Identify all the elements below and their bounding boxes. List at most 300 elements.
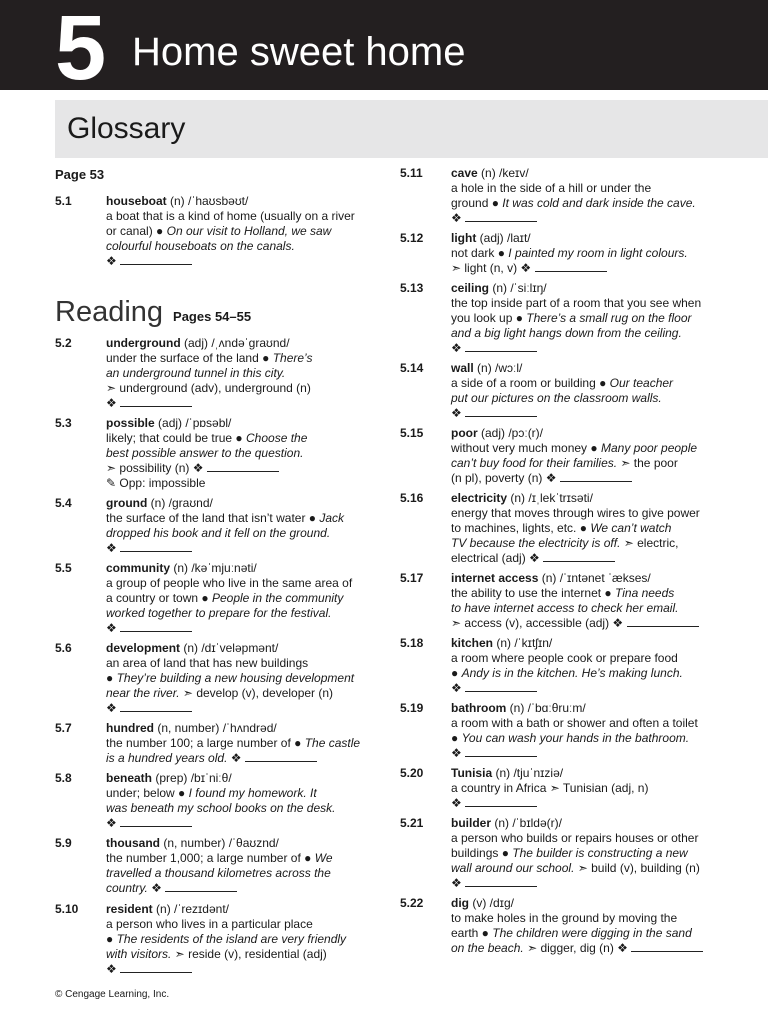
unit-header	[0, 0, 768, 99]
entry-text: (n) /dɪˈveləpmənt/	[180, 641, 279, 655]
entry-line	[106, 881, 381, 896]
entry-line	[106, 396, 381, 411]
translation-blank	[631, 941, 703, 952]
entry-line	[106, 511, 381, 526]
headword: houseboat	[106, 194, 167, 208]
entry-text: (adj) /ˌʌndəˈɡraʊnd/	[180, 336, 290, 350]
entry-body	[451, 361, 726, 421]
entry-text: buildings ●	[451, 846, 513, 860]
reading-title: Reading	[55, 296, 164, 328]
translation-blank	[120, 621, 192, 632]
translation-blank	[120, 254, 192, 265]
entry-line	[106, 351, 381, 366]
example-sentence: They’re building a new housing development	[116, 671, 355, 685]
entry-line	[106, 932, 381, 947]
entry-number: 5.5	[55, 561, 72, 575]
translation-blank	[465, 406, 537, 417]
entry-number: 5.13	[400, 281, 424, 295]
translation-blank	[120, 541, 192, 552]
entry-text: (prep) /bɪˈniːθ/	[152, 771, 232, 785]
entry-line	[106, 476, 381, 491]
entry-line	[106, 902, 381, 917]
entry-body	[106, 771, 381, 831]
entry-line	[451, 746, 726, 761]
entry-text: ❖	[106, 701, 121, 715]
entry-text: ➣ develop (v), developer (n)	[179, 686, 334, 700]
entry-text: ●	[106, 932, 117, 946]
entry-text: a boat that is a kind of home (usually on a river	[106, 209, 355, 223]
entry-line	[451, 666, 726, 681]
entry-line	[106, 947, 381, 962]
entry-text: without very much money ●	[451, 441, 601, 455]
copyright-footer: © Cengage Learning, Inc.	[55, 989, 170, 1000]
entry-text: (n) /ˈbɑːθruːm/	[506, 701, 586, 715]
entry-line	[106, 431, 381, 446]
entry-text: (n) /ˈhaʊsbəʊt/	[166, 194, 249, 208]
entry-line	[451, 716, 726, 731]
entry-body	[451, 166, 726, 226]
entry-number: 5.14	[400, 361, 424, 375]
entry-line	[106, 917, 381, 932]
entry-text: (n) /ˈɪntənet ˈækses/	[538, 571, 651, 585]
entry-line	[106, 621, 381, 636]
headword: development	[106, 641, 181, 655]
entry-text: the ability to use the internet ●	[451, 586, 616, 600]
entry-text: not dark ●	[451, 246, 509, 260]
example-sentence: can’t buy food for their families.	[451, 456, 618, 470]
entry-text: under the surface of the land ●	[106, 351, 273, 365]
headword: electricity	[451, 491, 508, 505]
example-sentence: travelled a thousand kilometres across the	[106, 866, 331, 880]
entry-body	[451, 896, 726, 956]
entry-body	[451, 571, 726, 631]
entry-body	[106, 641, 381, 716]
headword: thousand	[106, 836, 160, 850]
translation-blank	[465, 211, 537, 222]
entry-text: (adj) /laɪt/	[476, 231, 531, 245]
entry-text: ➣ reside (v), residential (adj)	[171, 947, 327, 961]
entry-body	[451, 701, 726, 761]
headword: community	[106, 561, 171, 575]
entry-line	[106, 336, 381, 351]
entry-line	[106, 671, 381, 686]
entry-number: 5.4	[55, 496, 72, 510]
entry-text: electrical (adj) ❖	[451, 551, 544, 565]
entry-text: an area of land that has new buildings	[106, 656, 309, 670]
entry-line	[451, 846, 726, 861]
entry-line	[451, 571, 726, 586]
translation-blank	[245, 751, 317, 762]
entry-line	[106, 866, 381, 881]
example-sentence: There’s	[272, 351, 313, 365]
entry-number: 5.18	[400, 636, 424, 650]
entry-line	[451, 296, 726, 311]
example-sentence: The castle	[304, 736, 361, 750]
entry-line	[451, 361, 726, 376]
entry-line	[451, 211, 726, 226]
entry-line	[451, 766, 726, 781]
headword: beneath	[106, 771, 153, 785]
entry-line	[451, 456, 726, 471]
entry-text: a room with a bath or shower and often a toilet	[451, 716, 698, 730]
example-sentence: on the beach.	[451, 941, 524, 955]
entry-line	[106, 606, 381, 621]
entry-line	[106, 541, 381, 556]
entry-number: 5.6	[55, 641, 72, 655]
entry-text: ❖	[106, 621, 121, 635]
entry-body	[451, 231, 726, 276]
translation-blank	[465, 746, 537, 757]
entry-text: a side of a room or building ●	[451, 376, 610, 390]
example-sentence: You can wash your hands in the bathroom.	[461, 731, 690, 745]
translation-blank	[535, 261, 607, 272]
headword: possible	[106, 416, 155, 430]
reading-pages: Pages 54–55	[173, 309, 252, 324]
entry-line	[451, 926, 726, 941]
entry-line	[106, 576, 381, 591]
entry-text: to make holes in the ground by moving the	[451, 911, 678, 925]
entry-body	[106, 194, 381, 269]
headword: light	[451, 231, 477, 245]
example-sentence: to have internet access to check her email.	[451, 601, 679, 615]
entry-text: energy that moves through wires to give power	[451, 506, 700, 520]
entry-number: 5.19	[400, 701, 424, 715]
entry-number: 5.7	[55, 721, 72, 735]
unit-number: 5	[55, 0, 107, 99]
entry-body	[451, 766, 726, 811]
entry-body	[106, 836, 381, 896]
entry-line	[451, 506, 726, 521]
entry-line	[451, 406, 726, 421]
entry-number: 5.1	[55, 194, 72, 208]
entry-text: ➣ electric,	[620, 536, 679, 550]
entry-text: under; below ●	[106, 786, 189, 800]
unit-title: Home sweet home	[132, 30, 466, 74]
entry-body	[106, 496, 381, 556]
entry-line	[451, 731, 726, 746]
example-sentence: country.	[106, 881, 148, 895]
entry-line	[106, 461, 381, 476]
translation-blank	[543, 551, 615, 562]
translation-blank	[627, 616, 699, 627]
entry-line	[106, 656, 381, 671]
entry-text: ❖	[227, 751, 245, 765]
glossary-banner	[55, 100, 768, 158]
entry-line	[451, 651, 726, 666]
example-sentence: The children were digging in the sand	[492, 926, 692, 940]
entry-line	[106, 526, 381, 541]
example-sentence: It was cold and dark inside the cave.	[502, 196, 696, 210]
example-sentence: wall around our school.	[451, 861, 575, 875]
entry-text: ❖	[451, 681, 466, 695]
entry-text: the number 1,000; a large number of ●	[106, 851, 315, 865]
entry-line	[451, 636, 726, 651]
entry-line	[451, 491, 726, 506]
entry-text: ➣ possibility (n) ❖	[106, 461, 207, 475]
entry-body	[451, 281, 726, 356]
entry-line	[451, 681, 726, 696]
translation-blank	[465, 876, 537, 887]
entry-line	[451, 831, 726, 846]
entry-text: (n) /ˈrezɪdənt/	[152, 902, 229, 916]
example-sentence: was beneath my school books on the desk.	[106, 801, 336, 815]
entry-line	[106, 801, 381, 816]
headword: wall	[451, 361, 474, 375]
headword: cave	[451, 166, 478, 180]
entry-text: (n) /kəˈmjuːnəti/	[170, 561, 257, 575]
entry-line	[106, 496, 381, 511]
entry-line	[106, 751, 381, 766]
entry-line	[451, 781, 726, 796]
entry-number: 5.17	[400, 571, 424, 585]
translation-blank	[465, 796, 537, 807]
entry-body	[106, 416, 381, 491]
headword: dig	[451, 896, 469, 910]
entry-line	[451, 196, 726, 211]
entry-line	[106, 851, 381, 866]
entry-line	[106, 591, 381, 606]
headword: poor	[451, 426, 478, 440]
entry-text: a person who lives in a particular place	[106, 917, 313, 931]
example-sentence: is a hundred years old.	[106, 751, 228, 765]
example-sentence: The builder is constructing a new	[512, 846, 688, 860]
entry-text: (n) /ˈkɪtʃɪn/	[493, 636, 553, 650]
entry-text: ❖	[451, 796, 466, 810]
entry-line	[451, 521, 726, 536]
entry-text: a group of people who live in the same area of	[106, 576, 353, 590]
entry-text: to machines, lights, etc. ●	[451, 521, 591, 535]
translation-blank	[120, 701, 192, 712]
entry-line	[451, 861, 726, 876]
entry-line	[451, 586, 726, 601]
headword: internet access	[451, 571, 539, 585]
reading-section-heading	[55, 294, 251, 335]
headword: builder	[451, 816, 492, 830]
entry-text: ➣ digger, dig (n) ❖	[523, 941, 632, 955]
entry-body	[451, 816, 726, 891]
entry-line	[451, 166, 726, 181]
headword: Tunisia	[451, 766, 493, 780]
headword: underground	[106, 336, 181, 350]
entry-text: you look up ●	[451, 311, 527, 325]
entry-text: ❖	[451, 341, 466, 355]
entry-text: (adj) /pɔː(r)/	[477, 426, 544, 440]
entry-text: ❖	[451, 211, 466, 225]
entry-line	[106, 701, 381, 716]
entry-line	[106, 686, 381, 701]
entry-line	[451, 341, 726, 356]
example-sentence: People in the community	[211, 591, 344, 605]
entry-text: likely; that could be true ●	[106, 431, 246, 445]
entry-body	[106, 721, 381, 766]
entry-text: ❖	[451, 406, 466, 420]
example-sentence: Many poor people	[600, 441, 698, 455]
entry-number: 5.12	[400, 231, 424, 245]
entry-line	[106, 194, 381, 209]
translation-blank	[465, 681, 537, 692]
entry-line	[106, 446, 381, 461]
entry-line	[106, 962, 381, 977]
example-sentence: dropped his book and it fell on the ground.	[106, 526, 331, 540]
entry-line	[106, 836, 381, 851]
entry-text: (n, number) /ˈθaʊznd/	[160, 836, 279, 850]
example-sentence: I found my homework. It	[188, 786, 317, 800]
example-sentence: Andy is in the kitchen. He’s making lunch.	[461, 666, 683, 680]
entry-line	[451, 181, 726, 196]
example-sentence: worked together to prepare for the festival.	[106, 606, 332, 620]
entry-line	[106, 416, 381, 431]
entry-text: the number 100; a large number of ●	[106, 736, 305, 750]
translation-blank	[120, 396, 192, 407]
entry-line	[451, 796, 726, 811]
example-sentence: and a big light hangs down from the ceiling.	[451, 326, 682, 340]
translation-blank	[120, 962, 192, 973]
entry-text: (n) /tjuˈnɪziə/	[492, 766, 564, 780]
headword: ceiling	[451, 281, 490, 295]
headword: hundred	[106, 721, 154, 735]
entry-line	[106, 239, 381, 254]
example-sentence: Choose the	[246, 431, 308, 445]
entry-text: ❖	[451, 876, 466, 890]
glossary-title: Glossary	[67, 112, 186, 145]
entry-line	[451, 326, 726, 341]
entry-body	[451, 491, 726, 566]
entry-line	[451, 471, 726, 486]
entry-line	[451, 876, 726, 891]
entry-text: ➣ access (v), accessible (adj) ❖	[451, 616, 627, 630]
entry-line	[106, 209, 381, 224]
entry-text: (n pl), poverty (n) ❖	[451, 471, 560, 485]
entry-text: ➣ light (n, v) ❖	[451, 261, 535, 275]
entry-text: ❖	[106, 962, 121, 976]
example-sentence: best possible answer to the question.	[106, 446, 304, 460]
page-label: Page 53	[55, 167, 105, 182]
entry-body	[451, 426, 726, 486]
entry-text: ➣ build (v), building (n)	[574, 861, 700, 875]
entry-line	[106, 721, 381, 736]
example-sentence: near the river.	[106, 686, 180, 700]
entry-text: (n) /ˈbɪldə(r)/	[491, 816, 562, 830]
entry-line	[106, 224, 381, 239]
entry-line	[451, 941, 726, 956]
entry-line	[451, 601, 726, 616]
entry-text: ❖	[106, 541, 121, 555]
entry-number: 5.16	[400, 491, 424, 505]
example-sentence: colourful houseboats on the canals.	[106, 239, 295, 253]
entry-line	[106, 366, 381, 381]
entry-text: (n) /ˈsiːlɪŋ/	[489, 281, 547, 295]
entry-number: 5.9	[55, 836, 72, 850]
example-sentence: On our visit to Holland, we saw	[166, 224, 332, 238]
entry-line	[451, 311, 726, 326]
entry-text: (n) /ɪˌlekˈtrɪsəti/	[507, 491, 593, 505]
entry-line	[451, 701, 726, 716]
example-sentence: Tina needs	[615, 586, 675, 600]
entry-number: 5.8	[55, 771, 72, 785]
entry-number: 5.15	[400, 426, 424, 440]
entry-line	[106, 641, 381, 656]
entry-line	[451, 551, 726, 566]
entry-line	[451, 261, 726, 276]
example-sentence: Jack	[319, 511, 345, 525]
entry-line	[106, 381, 381, 396]
entry-line	[451, 281, 726, 296]
entry-text: (v) /dɪɡ/	[469, 896, 514, 910]
entry-text: a country in Africa ➣ Tunisian (adj, n)	[451, 781, 649, 795]
entry-line	[451, 616, 726, 631]
entry-line	[106, 561, 381, 576]
translation-blank	[560, 471, 632, 482]
entry-text: (n) /keɪv/	[477, 166, 529, 180]
example-sentence: Our teacher	[609, 376, 674, 390]
entry-text: the top inside part of a room that you see when	[451, 296, 702, 310]
translation-blank	[207, 461, 279, 472]
entry-text: ❖	[106, 254, 121, 268]
entry-line	[106, 736, 381, 751]
entry-text: a country or town ●	[106, 591, 212, 605]
entry-number: 5.10	[55, 902, 79, 916]
entry-text: (n) /wɔːl/	[473, 361, 523, 375]
entry-text: earth ●	[451, 926, 493, 940]
entry-number: 5.21	[400, 816, 424, 830]
entry-text: the surface of the land that isn’t water ●	[106, 511, 320, 525]
headword: bathroom	[451, 701, 507, 715]
entry-text: a room where people cook or prepare food	[451, 651, 678, 665]
headword: resident	[106, 902, 153, 916]
entry-text: or canal) ●	[106, 224, 167, 238]
entry-line	[451, 391, 726, 406]
entry-line	[106, 816, 381, 831]
translation-blank	[465, 341, 537, 352]
entry-body	[451, 636, 726, 696]
entry-text: ●	[106, 671, 117, 685]
example-sentence: TV because the electricity is off.	[451, 536, 621, 550]
example-sentence: The residents of the island are very friendly	[116, 932, 347, 946]
entry-line	[451, 426, 726, 441]
entry-text: ➣ underground (adv), underground (n)	[106, 381, 311, 395]
headword: ground	[106, 496, 148, 510]
entry-number: 5.2	[55, 336, 72, 350]
entry-line	[106, 786, 381, 801]
entry-text: a hole in the side of a hill or under the	[451, 181, 652, 195]
entry-number: 5.22	[400, 896, 424, 910]
entry-body	[106, 902, 381, 977]
entry-text: (n) /ɡraʊnd/	[147, 496, 213, 510]
entry-body	[106, 336, 381, 411]
entry-line	[106, 254, 381, 269]
entry-number: 5.11	[400, 166, 423, 180]
example-sentence: I painted my room in light colours.	[508, 246, 688, 260]
entry-text: ●	[451, 731, 462, 745]
entry-text: a person who builds or repairs houses or other	[451, 831, 699, 845]
entry-number: 5.20	[400, 766, 424, 780]
entry-line	[451, 911, 726, 926]
entry-text: (adj) /ˈpɒsəbl/	[154, 416, 232, 430]
example-sentence: with visitors.	[106, 947, 172, 961]
entry-text: ❖	[147, 881, 166, 895]
entry-text: ground ●	[451, 196, 503, 210]
entry-line	[451, 376, 726, 391]
entry-line	[451, 231, 726, 246]
entry-line	[451, 816, 726, 831]
entry-line	[451, 896, 726, 911]
headword: kitchen	[451, 636, 494, 650]
entry-body	[106, 561, 381, 636]
entry-text: ✎ Opp: impossible	[106, 476, 206, 490]
entry-line	[451, 246, 726, 261]
example-sentence: We can’t watch	[590, 521, 672, 535]
translation-blank	[165, 881, 237, 892]
